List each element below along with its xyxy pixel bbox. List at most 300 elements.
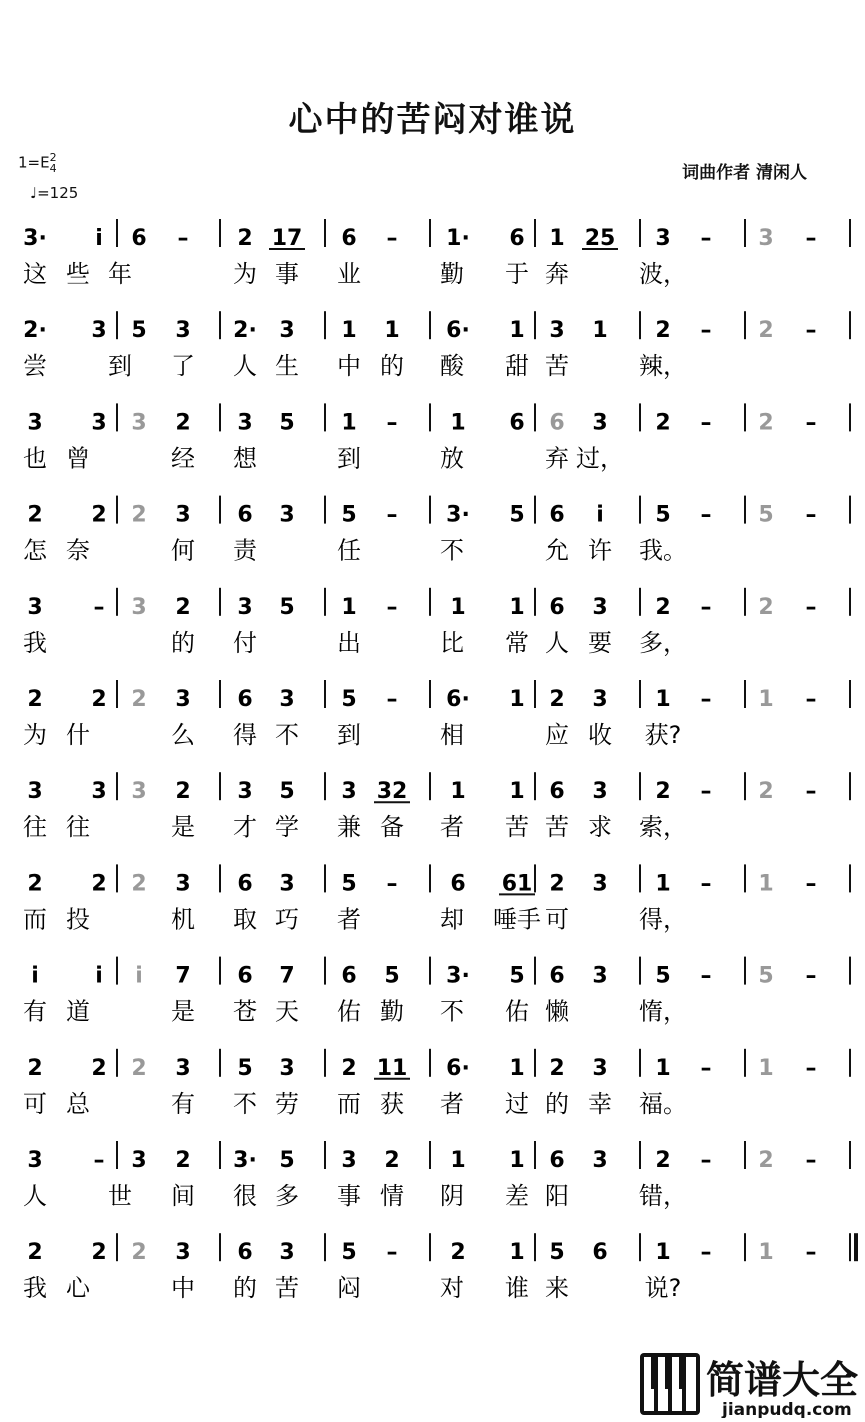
note: 3 — [341, 779, 357, 805]
note: 3 — [592, 410, 608, 436]
note: i — [135, 963, 143, 989]
dash: – — [386, 871, 398, 897]
lyric: 么 — [171, 721, 195, 749]
note: 6 — [509, 410, 525, 436]
lyric: 生 — [275, 352, 299, 381]
note: 3 — [592, 594, 608, 620]
lyric: 比 — [440, 628, 464, 657]
note: 3 — [592, 871, 608, 897]
note: i — [95, 226, 103, 251]
note: 2 — [27, 1240, 43, 1266]
note: 2 — [758, 410, 774, 436]
note: 2 — [175, 779, 191, 805]
time-top: 2 — [49, 151, 57, 164]
lyric: 阳 — [545, 1182, 569, 1210]
note: 3 — [279, 318, 295, 344]
note: 2 — [655, 779, 671, 805]
dash: – — [700, 1055, 712, 1081]
note: 3 — [279, 871, 295, 897]
note: 1 — [758, 1240, 774, 1266]
note: 25 — [584, 226, 616, 251]
note: 5 — [509, 963, 525, 989]
lyric: 了 — [171, 352, 195, 381]
lyric: 业 — [337, 260, 361, 288]
dash: – — [386, 410, 398, 436]
piano-keys-icon — [640, 1353, 862, 1418]
dash: – — [386, 1240, 398, 1266]
note: 2 — [175, 594, 191, 620]
dash: – — [700, 594, 712, 620]
note: 2 — [237, 226, 253, 251]
lyric: 获? — [644, 721, 682, 749]
note: 1 — [341, 318, 357, 344]
song-title: 心中的苦闷对谁说 — [288, 100, 577, 140]
lyric: 来 — [545, 1274, 569, 1303]
note: 6 — [509, 226, 525, 251]
note: 3 — [27, 779, 43, 805]
note: 3 — [279, 1240, 295, 1266]
lyric: 应 — [545, 721, 569, 749]
note: i — [596, 502, 604, 528]
lyric: 苦 — [505, 813, 529, 842]
lyric: 尝 — [23, 352, 47, 381]
lyric: 多， — [639, 628, 687, 657]
lyric: 付 — [233, 628, 257, 657]
note: 6 — [237, 871, 253, 897]
dash: – — [386, 687, 398, 712]
author-credit: 词曲作者 清闲人 — [682, 163, 807, 183]
note: 3 — [592, 1148, 608, 1173]
dash: – — [805, 594, 817, 620]
key-label: 1=E — [18, 153, 50, 172]
note: 6 — [237, 687, 253, 712]
note: 2 — [27, 1055, 43, 1081]
note: 2 — [384, 1148, 400, 1173]
lyric: 的 — [233, 1274, 257, 1303]
dash: – — [805, 1240, 817, 1266]
lyric: 的 — [380, 352, 404, 381]
logo-text: 简谱大全 — [706, 1358, 859, 1402]
lyric: 于 — [505, 260, 529, 288]
note: 3 — [91, 779, 107, 805]
note: 1 — [509, 1148, 525, 1173]
lyric: 甜 — [505, 352, 529, 381]
note: 2 — [91, 1240, 107, 1266]
lyric: 常 — [505, 628, 529, 657]
logo-url: jianpudq.com — [722, 1400, 852, 1418]
note: 3 — [175, 871, 191, 897]
note: 2· — [233, 318, 257, 344]
note: 1 — [655, 1240, 671, 1266]
note: 2 — [27, 687, 43, 712]
note: 5 — [341, 871, 357, 897]
lyric: 人 — [233, 352, 257, 381]
note: 1 — [509, 687, 525, 712]
note: 1· — [446, 226, 470, 251]
note: 2 — [27, 502, 43, 528]
lyric: 是 — [171, 997, 195, 1026]
dash: – — [386, 226, 398, 251]
note: 6 — [549, 502, 565, 528]
note: 3 — [592, 779, 608, 805]
lyric: 间 — [171, 1182, 195, 1210]
note: 2 — [131, 1240, 147, 1266]
lyric: 索， — [639, 813, 687, 842]
note: 1 — [758, 687, 774, 712]
lyric: 弃 — [545, 444, 569, 473]
note: 6 — [450, 871, 466, 897]
note: 6 — [549, 779, 565, 805]
lyric: 可 — [23, 1089, 47, 1118]
note: 2 — [758, 1148, 774, 1173]
time-bottom: 4 — [49, 162, 57, 175]
note: 1 — [592, 318, 608, 344]
lyric: 经 — [171, 444, 195, 473]
note: 7 — [175, 963, 191, 989]
lyric: 也 — [23, 444, 47, 473]
lyric: 不 — [440, 536, 464, 565]
note: 6 — [341, 963, 357, 989]
lyric: 多 — [275, 1182, 299, 1210]
lyric: 差 — [505, 1182, 529, 1210]
note: 1 — [509, 779, 525, 805]
lyric: 不 — [275, 721, 299, 749]
note: 2· — [23, 318, 47, 344]
note: 3 — [592, 687, 608, 712]
lyric: 不 — [440, 997, 464, 1026]
lyric: 唾手 — [493, 905, 541, 934]
note: 6 — [341, 226, 357, 251]
lyric: 人 — [545, 628, 569, 657]
note: 5 — [279, 594, 295, 620]
note: 2 — [91, 687, 107, 712]
lyric: 奈 — [66, 536, 90, 565]
lyric: 些 — [66, 260, 90, 288]
note: 5 — [237, 1055, 253, 1081]
lyric: 而 — [23, 905, 47, 934]
note: 2 — [91, 502, 107, 528]
lyric: 求 — [588, 813, 612, 842]
dash: – — [700, 318, 712, 344]
lyric: 到 — [337, 721, 361, 749]
dash: – — [805, 871, 817, 897]
note: 2 — [91, 1055, 107, 1081]
lyric: 学 — [275, 813, 299, 842]
note: 6 — [549, 410, 565, 436]
lyric: 中 — [171, 1274, 195, 1303]
lyric: 情 — [380, 1182, 404, 1210]
note: 1 — [758, 1055, 774, 1081]
lyric: 对 — [440, 1274, 464, 1303]
lyric: 投 — [66, 905, 90, 934]
note: 1 — [758, 871, 774, 897]
note: 5 — [384, 963, 400, 989]
note: 6 — [237, 963, 253, 989]
note: 5 — [341, 502, 357, 528]
note: 5 — [279, 410, 295, 436]
lyric: 波， — [639, 260, 687, 288]
lyric: 想 — [233, 444, 257, 473]
note: 1 — [341, 594, 357, 620]
note: 3 — [279, 687, 295, 712]
lyric: 有 — [23, 997, 47, 1026]
note: 61 — [501, 871, 533, 897]
site-logo — [640, 1353, 862, 1418]
lyric: 巧 — [275, 905, 299, 934]
lyric: 苦 — [545, 813, 569, 842]
note: 3· — [233, 1148, 257, 1173]
lyric: 为 — [23, 721, 47, 749]
note: 3 — [279, 502, 295, 528]
note: 1 — [509, 1055, 525, 1081]
note: 6 — [549, 1148, 565, 1173]
lyric: 我 — [23, 628, 47, 657]
note: 1 — [549, 226, 565, 251]
lyric: 惰， — [639, 997, 687, 1026]
lyric: 怎 — [23, 536, 47, 565]
note: 3 — [175, 1240, 191, 1266]
note: 6· — [446, 1055, 470, 1081]
dash: – — [805, 318, 817, 344]
tempo-value: =125 — [37, 184, 79, 202]
note: 3 — [131, 779, 147, 805]
lyric: 勤 — [380, 997, 404, 1026]
note: 3 — [27, 594, 43, 620]
note: 5 — [341, 687, 357, 712]
dash: – — [386, 502, 398, 528]
dash: – — [805, 1148, 817, 1173]
dash: – — [700, 502, 712, 528]
note: 1 — [509, 318, 525, 344]
lyric: 收 — [588, 721, 612, 749]
lyric: 很 — [233, 1182, 257, 1210]
dash: – — [700, 226, 712, 251]
note: 3 — [592, 963, 608, 989]
note: 3 — [27, 1148, 43, 1173]
note: 1 — [450, 1148, 466, 1173]
note: 6 — [549, 963, 565, 989]
note: 3 — [549, 318, 565, 344]
lyric: 获 — [380, 1089, 404, 1118]
note: 1 — [450, 779, 466, 805]
dash: – — [805, 1055, 817, 1081]
lyric: 阴 — [440, 1182, 464, 1210]
note: 6 — [549, 594, 565, 620]
note: 1 — [655, 871, 671, 897]
note: 3 — [279, 1055, 295, 1081]
note: 17 — [271, 226, 303, 251]
note: 3 — [592, 1055, 608, 1081]
lyric: 酸 — [440, 352, 464, 381]
lyric: 中 — [337, 352, 361, 381]
lyric: 而 — [337, 1089, 361, 1118]
lyric: 天 — [275, 997, 299, 1026]
note: 5 — [279, 1148, 295, 1173]
dash: – — [805, 226, 817, 251]
note: 3· — [446, 963, 470, 989]
note: 1 — [509, 594, 525, 620]
lyric: 道 — [66, 997, 90, 1026]
dash: – — [700, 1240, 712, 1266]
note: 6 — [131, 226, 147, 251]
note: 3 — [131, 594, 147, 620]
lyric: 是 — [171, 813, 195, 842]
dash: – — [93, 1148, 105, 1173]
lyric: 勤 — [440, 260, 464, 288]
lyric: 心 — [66, 1274, 90, 1303]
lyric: 备 — [380, 813, 404, 842]
note: 1 — [341, 410, 357, 436]
note: 5 — [758, 963, 774, 989]
note: 3 — [175, 1055, 191, 1081]
note: 5 — [509, 502, 525, 528]
note: 3· — [23, 226, 47, 251]
note: 6· — [446, 318, 470, 344]
lyric: 这 — [23, 260, 47, 288]
lyric: 到 — [337, 444, 361, 473]
lyric: 得， — [639, 905, 687, 934]
dash: – — [177, 226, 189, 251]
note: 2 — [655, 1148, 671, 1173]
lyric: 兼 — [337, 813, 361, 842]
lyric: 往 — [66, 813, 90, 842]
dash: – — [700, 871, 712, 897]
lyric: 我。 — [639, 536, 687, 565]
lyric: 曾 — [66, 444, 90, 473]
note: 2 — [655, 318, 671, 344]
lyric: 说? — [644, 1274, 682, 1303]
note: 5 — [655, 963, 671, 989]
note: 6 — [237, 502, 253, 528]
note: 1 — [655, 687, 671, 712]
note: 2 — [131, 871, 147, 897]
note: 3 — [27, 410, 43, 436]
note: 2 — [341, 1055, 357, 1081]
lyric: 什 — [66, 721, 90, 749]
lyric: 福。 — [639, 1089, 687, 1118]
lyric: 可 — [545, 905, 569, 934]
lyric: 佑 — [337, 997, 361, 1026]
lyric: 错， — [639, 1182, 687, 1210]
note: 3 — [341, 1148, 357, 1173]
note: 3 — [237, 594, 253, 620]
note: 2 — [175, 1148, 191, 1173]
note: 2 — [450, 1240, 466, 1266]
dash: – — [700, 779, 712, 805]
note: 6 — [592, 1240, 608, 1266]
lyric: 为 — [233, 260, 257, 288]
note: 1 — [655, 1055, 671, 1081]
lyric: 何 — [171, 536, 195, 565]
note: 2 — [549, 1055, 565, 1081]
lyric: 的 — [545, 1089, 569, 1118]
lyric: 人 — [23, 1182, 47, 1210]
lyric: 放 — [440, 444, 464, 473]
lyric: 我 — [23, 1274, 47, 1303]
lyric: 机 — [171, 905, 195, 934]
note: 1 — [384, 318, 400, 344]
note: 3 — [237, 410, 253, 436]
note: 2 — [91, 871, 107, 897]
note: 5 — [758, 502, 774, 528]
note: 3· — [446, 502, 470, 528]
note: 11 — [376, 1055, 408, 1081]
lyric: 有 — [171, 1089, 195, 1118]
lyric: 苦 — [545, 352, 569, 381]
dash: – — [700, 963, 712, 989]
note: 3 — [91, 318, 107, 344]
note: 2 — [27, 871, 43, 897]
lyric: 取 — [233, 905, 257, 934]
lyric: 谁 — [505, 1274, 529, 1303]
note: 3 — [131, 1148, 147, 1173]
note: 5 — [279, 779, 295, 805]
note: 2 — [549, 871, 565, 897]
note: 5 — [549, 1240, 565, 1266]
note: 1 — [509, 1240, 525, 1266]
lyric: 世 — [108, 1182, 132, 1210]
lyric: 允 — [545, 536, 569, 565]
dash: – — [805, 687, 817, 712]
dash: – — [93, 594, 105, 620]
lyric: 佑 — [505, 997, 529, 1026]
lyric: 苍 — [233, 997, 257, 1026]
note: 3 — [175, 318, 191, 344]
lyric: 奔 — [545, 260, 569, 288]
lyric: 者 — [440, 813, 464, 842]
dash: – — [700, 687, 712, 712]
note: 2 — [131, 502, 147, 528]
lyric: 苦 — [275, 1274, 299, 1303]
dash: – — [700, 1148, 712, 1173]
note: 1 — [450, 594, 466, 620]
dash: – — [805, 963, 817, 989]
lyric: 过 — [505, 1089, 529, 1118]
lyric: 者 — [337, 905, 361, 934]
note: 2 — [549, 687, 565, 712]
note: 2 — [758, 594, 774, 620]
note: 2 — [758, 779, 774, 805]
quarter-note-icon: ♩ — [30, 184, 38, 202]
dash: – — [805, 502, 817, 528]
note: 32 — [376, 779, 408, 805]
lyric: 责 — [233, 536, 257, 565]
lyric: 不 — [233, 1089, 257, 1118]
note: 2 — [175, 410, 191, 436]
lyric: 要 — [588, 628, 612, 657]
lyric: 往 — [23, 813, 47, 842]
lyric: 任 — [337, 536, 361, 565]
dash: – — [700, 410, 712, 436]
lyric: 的 — [171, 628, 195, 657]
lyric: 幸 — [588, 1089, 612, 1118]
note: 3 — [131, 410, 147, 436]
note: 3 — [237, 779, 253, 805]
note: 3 — [175, 687, 191, 712]
note: 2 — [655, 410, 671, 436]
dash: – — [805, 410, 817, 436]
lyric: 闷 — [337, 1274, 361, 1303]
lyric: 却 — [440, 905, 464, 934]
lyric: 出 — [337, 628, 361, 657]
lyric: 相 — [440, 721, 464, 749]
note: 5 — [655, 502, 671, 528]
lyric: 懒 — [545, 997, 569, 1026]
lyric: 年 — [108, 260, 132, 288]
note: 3 — [758, 226, 774, 251]
lyric: 许 — [588, 536, 612, 565]
note: 2 — [131, 687, 147, 712]
